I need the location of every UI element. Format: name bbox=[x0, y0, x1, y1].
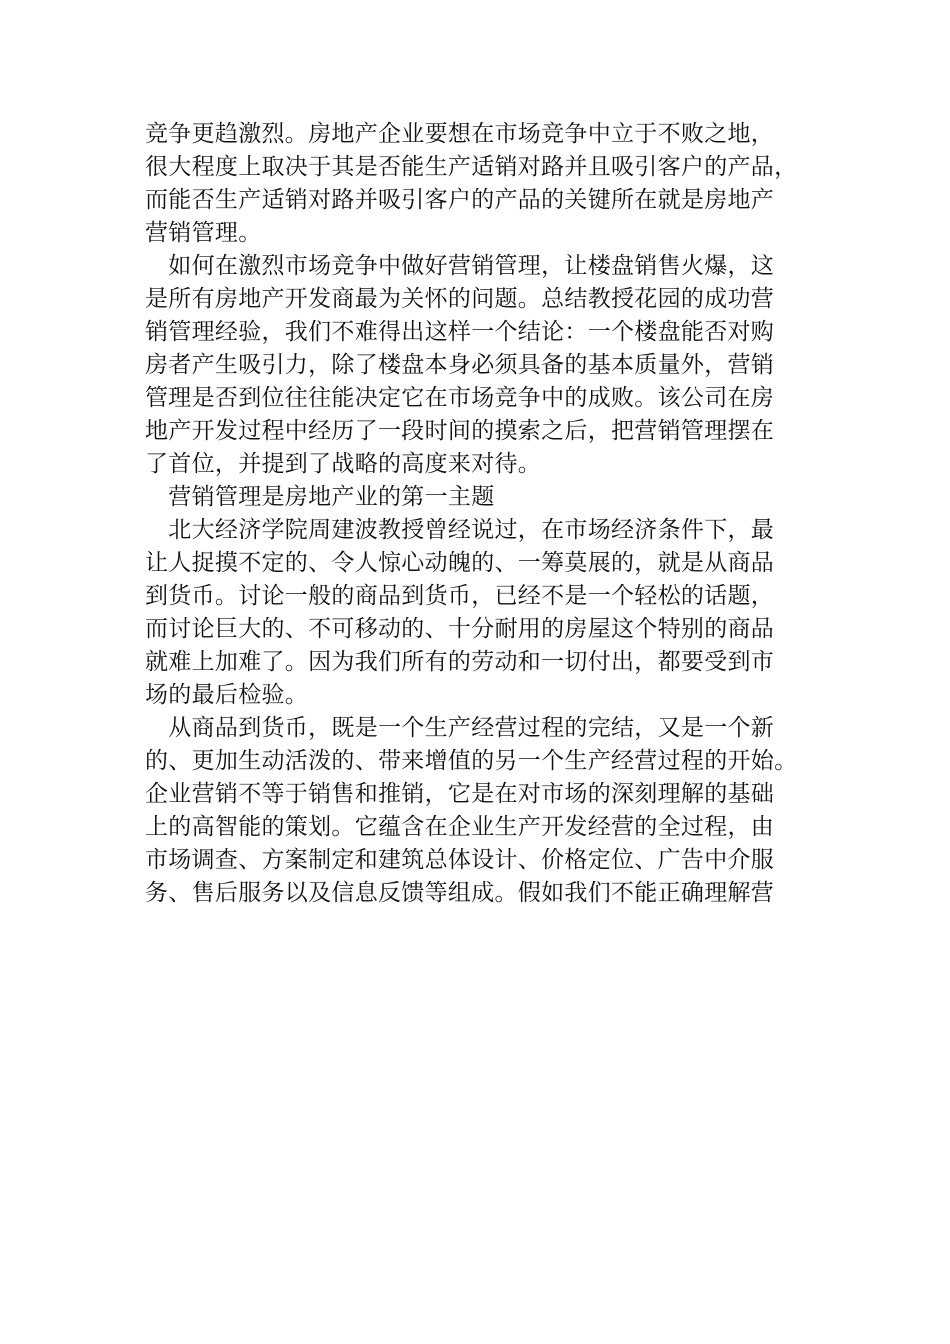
text-line: 市场调查、方案制定和建筑总体设计、价格定位、广告中介服 bbox=[145, 847, 775, 873]
text-line: 了首位，并提到了战略的高度来对待。 bbox=[145, 451, 542, 477]
paragraph bbox=[145, 118, 810, 250]
text-line: 而讨论巨大的、不可移动的、十分耐用的房屋这个特别的商品 bbox=[145, 616, 775, 642]
paragraph bbox=[145, 514, 810, 712]
text-line: 北大经济学院周建波教授曾经说过，在市场经济条件下，最 bbox=[145, 517, 775, 543]
text-line: 上的高智能的策划。它蕴含在企业生产开发经营的全过程，由 bbox=[145, 814, 775, 840]
text-line: 就难上加难了。因为我们所有的劳动和一切付出，都要受到市 bbox=[145, 649, 775, 675]
section-heading bbox=[145, 481, 810, 514]
text-line: 而能否生产适销对路并吸引客户的产品的关键所在就是房地产 bbox=[145, 187, 775, 213]
text-line: 销管理经验，我们不难得出这样一个结论：一个楼盘能否对购 bbox=[145, 319, 775, 345]
document-body bbox=[145, 118, 810, 910]
text-line: 房者产生吸引力，除了楼盘本身必须具备的基本质量外，营销 bbox=[145, 352, 775, 378]
text-line: 管理是否到位往往能决定它在市场竞争中的成败。该公司在房 bbox=[145, 385, 775, 411]
text-line: 如何在激烈市场竞争中做好营销管理，让楼盘销售火爆，这 bbox=[145, 253, 775, 279]
text-line: 是所有房地产开发商最为关怀的问题。总结教授花园的成功营 bbox=[145, 286, 775, 312]
text-line: 营销管理是房地产业的第一主题 bbox=[145, 484, 495, 510]
paragraph bbox=[145, 250, 810, 481]
text-line: 营销管理。 bbox=[145, 220, 262, 246]
text-line: 务、售后服务以及信息反馈等组成。假如我们不能正确理解营 bbox=[145, 880, 775, 906]
text-line: 企业营销不等于销售和推销，它是在对市场的深刻理解的基础 bbox=[145, 781, 775, 807]
text-line: 的、更加生动活泼的、带来增值的另一个生产经营过程的开始。 bbox=[145, 748, 798, 774]
text-line: 让人捉摸不定的、令人惊心动魄的、一筹莫展的，就是从商品 bbox=[145, 550, 775, 576]
text-line: 很大程度上取决于其是否能生产适销对路并且吸引客户的产品， bbox=[145, 154, 798, 180]
text-line: 场的最后检验。 bbox=[145, 682, 309, 708]
text-line: 竞争更趋激烈。房地产企业要想在市场竞争中立于不败之地， bbox=[145, 121, 775, 147]
paragraph bbox=[145, 712, 810, 910]
text-line: 从商品到货币，既是一个生产经营过程的完结，又是一个新 bbox=[145, 715, 775, 741]
text-line: 地产开发过程中经历了一段时间的摸索之后，把营销管理摆在 bbox=[145, 418, 775, 444]
text-line: 到货币。讨论一般的商品到货币，已经不是一个轻松的话题， bbox=[145, 583, 775, 609]
